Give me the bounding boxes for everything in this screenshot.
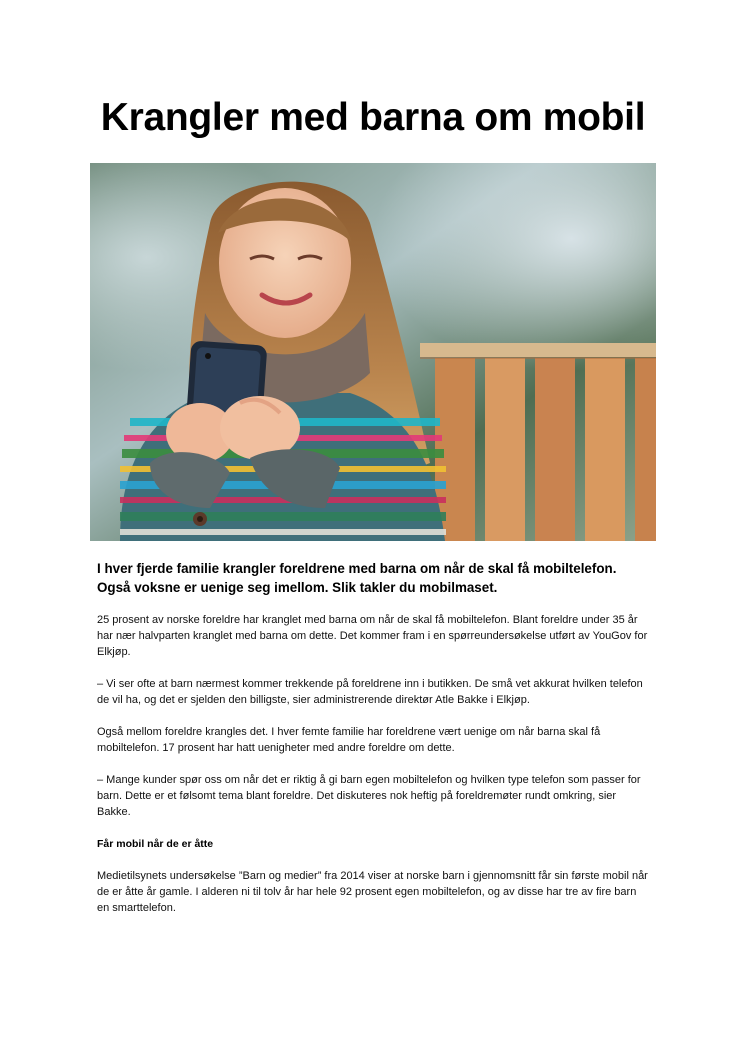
article-lead: I hver fjerde familie krangler foreldrene med barna om når de skal få mobiltelefon. Også voksne er uenige seg imellom. Slik takler du mobilmaset. (97, 561, 617, 595)
section-subheading: Får mobil når de er åtte (97, 838, 214, 850)
paragraph-1: 25 prosent av norske foreldre har kranglet med barna om når de skal få mobiltelefon. Blant foreldre under 35 år har nær halvparten kranglet med barna om dette. Det kommer fram i en spørreundersøkelse utført av YouGov for Elkjøp. (97, 614, 648, 658)
paragraph-2: – Vi ser ofte at barn nærmest kommer trekkende på foreldrene inn i butikken. De små vet akkurat hvilken telefon de vil ha, og det er sjelden den billigste, sier administrerende direktør Atle Bakke i Elkjøp. (97, 678, 643, 706)
hero-photo-girl-with-phone (90, 163, 656, 541)
article-title: Krangler med barna om mobil (100, 96, 646, 139)
paragraph-3: Også mellom foreldre krangles det. I hver femte familie har foreldrene vært uenige om når barna skal få mobiltelefon. 17 prosent har hatt uenigheter med andre foreldre om dette. (97, 726, 601, 754)
paragraph-4: – Mange kunder spør oss om når det er riktig å gi barn egen mobiltelefon og hvilken type telefon som passer for barn. Dette er et følsomt tema blant foreldre. Det diskuteres nok heftig på foreldremøter rundt omkring, sier Bakke. (97, 774, 641, 818)
paragraph-5: Medietilsynets undersøkelse ”Barn og medier” fra 2014 viser at norske barn i gjennomsnitt får sin første mobil når de er åtte år gamle. I alderen ni til tolv år har hele 92 prosent egen mobiltelefon, og av disse har tre av fire barn en smarttelefon. (97, 870, 648, 914)
